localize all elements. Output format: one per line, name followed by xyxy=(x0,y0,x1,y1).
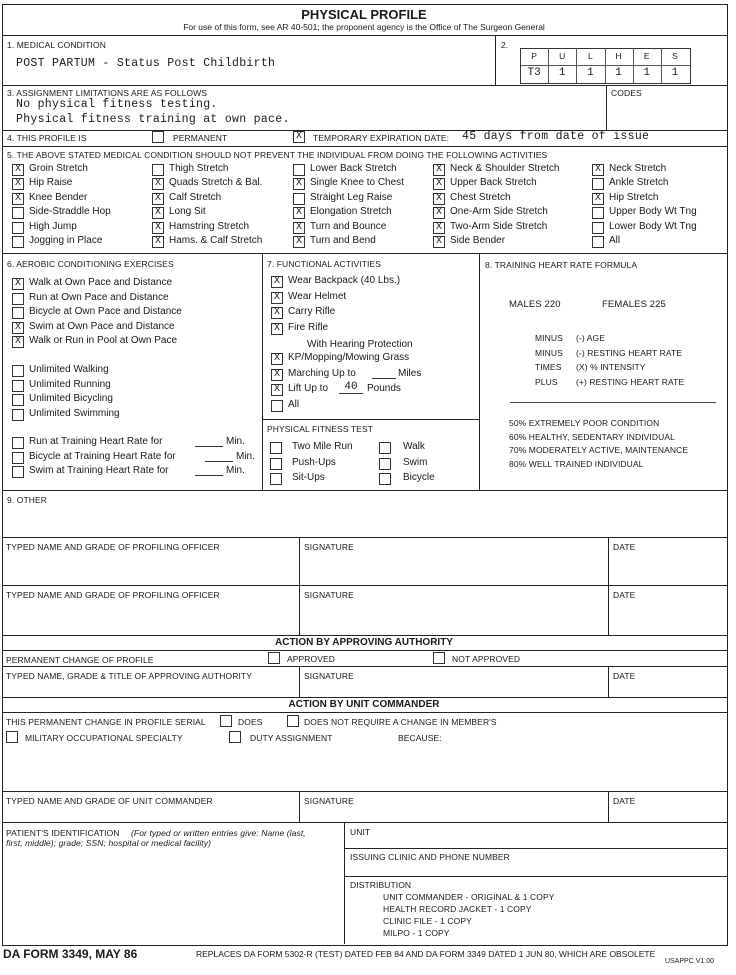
aerobic-unlimited-item-label: Unlimited Bicycling xyxy=(29,393,113,404)
fitness-test-item-checkbox[interactable] xyxy=(379,442,391,454)
minutes-blank[interactable] xyxy=(205,461,233,462)
hr-op-desc: (-) AGE xyxy=(576,333,606,343)
distribution-item: HEALTH RECORD JACKET - 1 COPY xyxy=(383,904,532,914)
activity-item-label: Hams. & Calf Stretch xyxy=(169,235,263,246)
aerobic-item-label: Swim at Own Pace and Distance xyxy=(29,320,175,332)
activity-item-label: Side-Straddle Hop xyxy=(29,206,111,217)
codes-label: CODES xyxy=(611,88,642,98)
functional-protected-item-checkbox[interactable]: X xyxy=(271,353,283,365)
aerobic-item-checkbox[interactable]: X xyxy=(12,322,24,334)
activity-item-label: Lower Back Stretch xyxy=(310,163,397,174)
aerobic-heart-rate-item-checkbox[interactable] xyxy=(12,466,24,478)
activity-item-checkbox[interactable]: X xyxy=(433,193,445,205)
unit-label: UNIT xyxy=(350,827,371,837)
activity-item-checkbox[interactable]: X xyxy=(433,207,445,219)
hr-level: 70% MODERATELY ACTIVE, MAINTENANCE xyxy=(509,445,689,455)
approved-checkbox[interactable] xyxy=(268,652,280,664)
activity-item-checkbox[interactable]: X xyxy=(12,178,24,190)
patient-id-note-1: (For typed or written entries give: Name (last, xyxy=(131,828,306,838)
activity-item-label: Side Bender xyxy=(450,235,506,246)
permanent-checkbox[interactable] xyxy=(152,131,164,143)
pulhes-value-p[interactable]: T3 xyxy=(527,67,541,79)
version-label: USAPPC V1.00 xyxy=(665,958,715,965)
activity-item-label: All xyxy=(609,235,621,246)
lift-pounds-value[interactable]: 40 xyxy=(339,381,363,394)
aerobic-item-checkbox[interactable] xyxy=(12,293,24,305)
pulhes-header-p: P xyxy=(531,51,537,61)
commander-signature-label: SIGNATURE xyxy=(304,796,354,806)
permanent-change-label: PERMANENT CHANGE OF PROFILE xyxy=(6,655,154,665)
aerobic-unlimited-item-checkbox[interactable] xyxy=(12,365,24,377)
females-value: FEMALES 225 xyxy=(602,299,666,310)
activity-item-checkbox[interactable]: X xyxy=(12,193,24,205)
pulhes-label: 2. xyxy=(501,40,509,50)
activity-item-label: Turn and Bounce xyxy=(310,221,387,232)
aerobic-item-label: Bicycle at Own Pace and Distance xyxy=(29,306,182,317)
aerobic-heart-rate-item-label: Bicycle at Training Heart Rate for xyxy=(29,450,176,462)
medical-condition-label: 1. MEDICAL CONDITION xyxy=(7,40,106,50)
officer1-signature-label: SIGNATURE xyxy=(304,542,354,552)
activity-item-label: Upper Body Wt Tng xyxy=(609,206,697,217)
pulhes-value-l[interactable]: 1 xyxy=(587,67,594,79)
activity-item-checkbox[interactable]: X xyxy=(152,207,164,219)
distribution-item: CLINIC FILE - 1 COPY xyxy=(383,916,472,926)
activity-item-label: Neck & Shoulder Stretch xyxy=(450,163,560,174)
hr-op: TIMES xyxy=(535,362,562,372)
functional-protected-item-label: All xyxy=(288,398,300,410)
functional-protected-item-checkbox[interactable]: X xyxy=(271,369,283,381)
activity-item-checkbox[interactable]: X xyxy=(433,236,445,248)
serial-text: THIS PERMANENT CHANGE IN PROFILE SERIAL xyxy=(6,717,206,727)
functional-protected-item-checkbox[interactable] xyxy=(271,400,283,412)
functional-item-label: Wear Backpack (40 Lbs.) xyxy=(288,275,401,286)
aerobic-label: 6. AEROBIC CONDITIONING EXERCISES xyxy=(7,259,174,269)
temporary-label: TEMPORARY EXPIRATION DATE: xyxy=(313,133,450,143)
hr-op: MINUS xyxy=(535,347,563,358)
activity-item-label: Neck Stretch xyxy=(609,163,667,174)
activities-label: 5. THE ABOVE STATED MEDICAL CONDITION SHOULD NOT PREVENT THE INDIVIDUAL FROM DOING THE FOLLOWING ACTIVITIES xyxy=(7,150,548,160)
marching-miles-blank[interactable] xyxy=(372,378,396,379)
activity-item-checkbox[interactable]: X xyxy=(433,222,445,234)
fitness-test-item-checkbox[interactable] xyxy=(379,458,391,470)
aerobic-heart-rate-item-label: Swim at Training Heart Rate for xyxy=(29,465,169,476)
activity-item-checkbox[interactable]: X xyxy=(433,164,445,176)
activity-item-label: High Jump xyxy=(29,221,77,232)
activity-item-checkbox[interactable] xyxy=(592,236,604,248)
fitness-test-item-label: Swim xyxy=(403,456,428,468)
functional-item-checkbox[interactable]: X xyxy=(271,323,283,335)
officer1-date-label: DATE xyxy=(613,542,636,552)
hr-level: 50% EXTREMELY POOR CONDITION xyxy=(509,418,660,428)
aerobic-item-checkbox[interactable] xyxy=(12,307,24,319)
activity-item-checkbox[interactable]: X xyxy=(152,222,164,234)
pulhes-header-u: U xyxy=(559,51,566,61)
pulhes-header-l: L xyxy=(588,51,593,61)
functional-item-checkbox[interactable]: X xyxy=(271,307,283,319)
limitations-line-2[interactable]: Physical fitness training at own pace. xyxy=(16,113,290,126)
form-subtitle: For use of this form, see AR 40-501; the proponent agency is the Office of The Surgeon General xyxy=(183,22,545,32)
temporary-checkbox[interactable]: X xyxy=(293,131,305,143)
commander-heading: ACTION BY UNIT COMMANDER xyxy=(288,699,440,710)
mos-checkbox[interactable] xyxy=(6,731,18,743)
functional-item-checkbox[interactable]: X xyxy=(271,276,283,288)
duty-label: DUTY ASSIGNMENT xyxy=(250,733,333,743)
hr-level: 80% WELL TRAINED INDIVIDUAL xyxy=(509,458,644,469)
fitness-test-item-checkbox[interactable] xyxy=(270,473,282,485)
mos-label: MILITARY OCCUPATIONAL SPECIALTY xyxy=(25,733,183,743)
fitness-test-item-label: Sit-Ups xyxy=(292,472,325,483)
pulhes-value-u[interactable]: 1 xyxy=(558,67,566,79)
aerobic-item-checkbox[interactable]: X xyxy=(12,336,24,348)
activity-item-label: Chest Stretch xyxy=(450,192,511,203)
activity-item-label: Hip Raise xyxy=(29,177,73,188)
hr-op: PLUS xyxy=(535,376,558,387)
fitness-test-label: PHYSICAL FITNESS TEST xyxy=(267,424,374,434)
officer2-label: TYPED NAME AND GRADE OF PROFILING OFFICER xyxy=(6,590,220,600)
aerobic-item-label: Walk or Run in Pool at Own Pace xyxy=(29,335,178,346)
duty-checkbox[interactable] xyxy=(229,731,241,743)
activity-item-label: Elongation Stretch xyxy=(310,206,392,217)
activity-item-checkbox[interactable] xyxy=(12,236,24,248)
pulhes-value-s[interactable]: 1 xyxy=(671,67,679,79)
does-not-label: DOES NOT REQUIRE A CHANGE IN MEMBER'S xyxy=(304,717,497,727)
activity-item-checkbox[interactable]: X xyxy=(592,193,604,205)
aerobic-unlimited-item-checkbox[interactable] xyxy=(12,394,24,406)
replaces-note: REPLACES DA FORM 5302-R (TEST) DATED FEB 84 AND DA FORM 3349 DATED 1 JUN 80, WHICH ARE OBSOLETE xyxy=(196,949,656,959)
pulhes-header-h: H xyxy=(615,51,622,61)
activity-item-label: Groin Stretch xyxy=(29,163,88,174)
activity-item-checkbox[interactable] xyxy=(293,193,305,205)
activity-item-label: Ankle Stretch xyxy=(609,177,669,188)
functional-item-label: Carry Rifle xyxy=(288,306,336,317)
males-value: MALES 220 xyxy=(509,299,561,310)
activity-item-label: Single Knee to Chest xyxy=(310,177,404,188)
aerobic-item-label: Walk at Own Pace and Distance xyxy=(29,277,173,288)
does-label: DOES xyxy=(238,717,263,727)
officer2-signature-label: SIGNATURE xyxy=(304,590,354,600)
hr-op-desc: (+) RESTING HEART RATE xyxy=(576,376,685,387)
form-title: PHYSICAL PROFILE xyxy=(301,7,427,22)
activity-item-checkbox[interactable] xyxy=(592,222,604,234)
limitations-line-1[interactable]: No physical fitness testing. xyxy=(16,98,218,111)
aerobic-unlimited-item-label: Unlimited Swimming xyxy=(29,407,120,419)
activity-item-label: Hip Stretch xyxy=(609,192,659,203)
fitness-test-item-checkbox[interactable] xyxy=(270,442,282,454)
functional-protected-item-checkbox[interactable]: X xyxy=(271,384,283,396)
lift-pounds-suffix: Pounds xyxy=(367,383,401,394)
fitness-test-item-label: Walk xyxy=(403,441,425,452)
activity-item-label: Knee Bender xyxy=(29,192,88,203)
activity-item-checkbox[interactable]: X xyxy=(12,164,24,176)
activity-item-checkbox[interactable]: X xyxy=(293,222,305,234)
hr-level: 60% HEALTHY, SEDENTARY INDIVIDUAL xyxy=(509,431,675,442)
pulhes-header-s: S xyxy=(672,51,678,61)
activity-item-label: Quads Stretch & Bal. xyxy=(169,177,263,188)
functional-item-checkbox[interactable]: X xyxy=(271,292,283,304)
fitness-test-item-label: Bicycle xyxy=(403,472,435,483)
other-label: 9. OTHER xyxy=(7,495,48,505)
activity-item-label: Upper Back Stretch xyxy=(450,177,537,188)
pulhes-value-h[interactable]: 1 xyxy=(615,67,622,79)
activity-item-label: Turn and Bend xyxy=(310,235,376,246)
not-approved-checkbox[interactable] xyxy=(433,652,445,664)
activity-item-checkbox[interactable]: X xyxy=(433,178,445,190)
functional-protected-item-label: Lift Up to xyxy=(288,383,329,394)
pulhes-header-e: E xyxy=(643,51,650,61)
hr-op-desc: (X) % INTENSITY xyxy=(576,362,646,372)
activity-item-label: Calf Stretch xyxy=(169,192,222,203)
aerobic-heart-rate-item-checkbox[interactable] xyxy=(12,437,24,449)
activity-item-checkbox[interactable]: X xyxy=(293,207,305,219)
fitness-test-item-label: Push-Ups xyxy=(292,456,336,468)
aerobic-unlimited-item-checkbox[interactable] xyxy=(12,380,24,392)
activity-item-checkbox[interactable] xyxy=(152,164,164,176)
approving-signature-label: SIGNATURE xyxy=(304,671,354,681)
permanent-label: PERMANENT xyxy=(173,133,228,143)
functional-item-label: Fire Rifle xyxy=(288,321,329,333)
aerobic-unlimited-item-label: Unlimited Walking xyxy=(29,364,109,375)
activity-item-checkbox[interactable]: X xyxy=(152,236,164,248)
distribution-item: MILPO - 1 COPY xyxy=(383,928,450,938)
functional-label: 7. FUNCTIONAL ACTIVITIES xyxy=(267,259,382,269)
activity-item-checkbox[interactable] xyxy=(592,207,604,219)
limitations-label: 3. ASSIGNMENT LIMITATIONS ARE AS FOLLOWS xyxy=(7,88,208,98)
officer2-date-label: DATE xyxy=(613,590,636,600)
aerobic-heart-rate-item-label: Run at Training Heart Rate for xyxy=(29,436,163,447)
activity-item-label: Thigh Stretch xyxy=(169,163,229,174)
activity-item-label: Jogging in Place xyxy=(29,235,103,246)
minutes-suffix: Min. xyxy=(226,436,245,447)
profile-is-label: 4. THIS PROFILE IS xyxy=(7,133,87,143)
commander-typed-name-label: TYPED NAME AND GRADE OF UNIT COMMANDER xyxy=(6,796,213,806)
activity-item-checkbox[interactable]: X xyxy=(152,193,164,205)
minutes-suffix: Min. xyxy=(226,465,245,476)
aerobic-item-checkbox[interactable]: X xyxy=(12,278,24,290)
pulhes-value-e[interactable]: 1 xyxy=(643,67,651,79)
functional-protected-item-label: KP/Mopping/Mowing Grass xyxy=(288,352,410,363)
approving-date-label: DATE xyxy=(613,671,636,681)
activity-item-checkbox[interactable]: X xyxy=(592,164,604,176)
activity-item-label: Long Sit xyxy=(169,206,206,217)
activity-item-label: Hamstring Stretch xyxy=(169,221,250,232)
form-number: DA FORM 3349, MAY 86 xyxy=(3,947,138,961)
officer1-label: TYPED NAME AND GRADE OF PROFILING OFFICER xyxy=(6,542,220,552)
medical-condition-value[interactable]: POST PARTUM - Status Post Childbirth xyxy=(16,57,276,70)
commander-date-label: DATE xyxy=(613,796,636,806)
minutes-blank[interactable] xyxy=(195,446,223,447)
heart-rate-label: 8. TRAINING HEART RATE FORMULA xyxy=(485,260,638,270)
clinic-label: ISSUING CLINIC AND PHONE NUMBER xyxy=(350,852,510,862)
activity-item-label: Lower Body Wt Tng xyxy=(609,221,697,232)
approving-typed-name-label: TYPED NAME, GRADE & TITLE OF APPROVING AUTHORITY xyxy=(6,671,252,681)
fitness-test-item-label: Two Mile Run xyxy=(292,441,353,452)
minutes-suffix: Min. xyxy=(236,450,255,462)
hearing-protection-label: With Hearing Protection xyxy=(307,339,413,350)
activity-item-checkbox[interactable]: X xyxy=(152,178,164,190)
does-not-checkbox[interactable] xyxy=(287,715,299,727)
aerobic-unlimited-item-label: Unlimited Running xyxy=(29,378,111,390)
activity-item-checkbox[interactable] xyxy=(12,222,24,234)
patient-id-note-2: first, middle); grade; SSN; hospital or medical facility) xyxy=(6,838,212,848)
activity-item-label: Straight Leg Raise xyxy=(310,192,393,203)
functional-protected-item-label: Marching Up to xyxy=(288,367,356,379)
activity-item-checkbox[interactable]: X xyxy=(293,236,305,248)
activity-item-label: One-Arm Side Stretch xyxy=(450,206,548,217)
aerobic-heart-rate-item-checkbox[interactable] xyxy=(12,452,24,464)
activity-item-checkbox[interactable] xyxy=(12,207,24,219)
fitness-test-item-checkbox[interactable] xyxy=(270,458,282,470)
approving-heading: ACTION BY APPROVING AUTHORITY xyxy=(275,637,453,648)
minutes-blank[interactable] xyxy=(195,475,223,476)
functional-item-label: Wear Helmet xyxy=(288,290,347,302)
hr-op-desc: (-) RESTING HEART RATE xyxy=(576,347,683,358)
marching-miles-suffix: Miles xyxy=(398,367,422,379)
activity-item-checkbox[interactable]: X xyxy=(293,178,305,190)
patient-id-label: PATIENT'S IDENTIFICATION xyxy=(6,828,120,838)
fitness-test-item-checkbox[interactable] xyxy=(379,473,391,485)
aerobic-unlimited-item-checkbox[interactable] xyxy=(12,409,24,421)
because-label: BECAUSE: xyxy=(398,733,442,743)
distribution-item: UNIT COMMANDER - ORIGINAL & 1 COPY xyxy=(383,892,555,902)
approved-label: APPROVED xyxy=(287,654,336,664)
activity-item-checkbox[interactable] xyxy=(592,178,604,190)
does-checkbox[interactable] xyxy=(220,715,232,727)
not-approved-label: NOT APPROVED xyxy=(452,654,521,664)
hr-op: MINUS xyxy=(535,333,563,343)
activity-item-checkbox[interactable] xyxy=(293,164,305,176)
aerobic-item-label: Run at Own Pace and Distance xyxy=(29,291,169,303)
distribution-label: DISTRIBUTION xyxy=(350,880,412,890)
expiration-value[interactable]: 45 days from date of issue xyxy=(462,130,650,143)
activity-item-label: Two-Arm Side Stretch xyxy=(450,221,548,232)
